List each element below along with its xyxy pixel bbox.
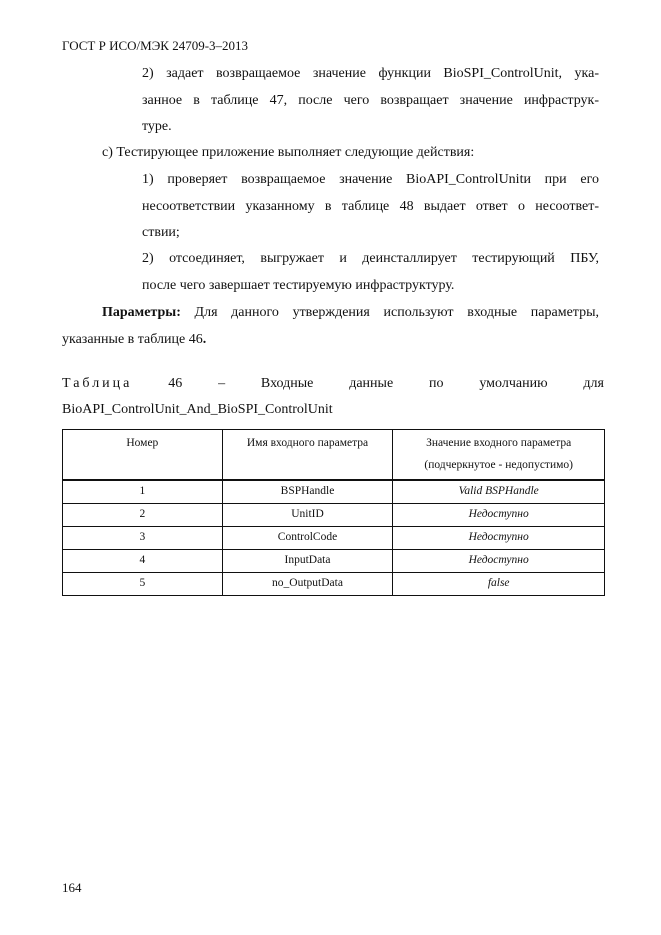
header-param-value-note: (подчеркнутое - недопустимо) (424, 459, 573, 471)
paragraph-c1 (142, 167, 599, 247)
paragraph-line: 2) задает возвращаемое значение функции BioSPI_ControlUnit, ука- (142, 66, 599, 81)
header-param-value-label: Значение входного параметра (426, 437, 572, 449)
cell-param-value: false (393, 573, 605, 596)
header-param-name: Имя входного параметра (222, 430, 393, 481)
paragraph-line: ствии; (142, 225, 180, 240)
parameters-text-2: указанные в таблице 46 (62, 331, 203, 347)
table-row (63, 527, 605, 550)
cell-number: 2 (63, 504, 223, 527)
paragraph-line (62, 300, 599, 327)
paragraph-line: занное в таблице 47, после чего возвращает значение инфраструк- (142, 92, 599, 108)
caption-word: для (583, 376, 604, 391)
caption-word: 46 (168, 376, 183, 391)
cell-param-name: ControlCode (222, 527, 393, 550)
paragraph-c2 (142, 246, 599, 299)
paragraph-c (102, 140, 599, 167)
paragraph-line: 2) отсоединяет, выгружает и деинсталлирует тестирующий ПБУ, (142, 251, 599, 266)
table-row (63, 480, 605, 504)
caption-word: Таблица (62, 376, 133, 391)
parameters-label: Параметры: (102, 305, 181, 320)
paragraph-line: с) Тестирующее приложение выполняет следующие действия: (102, 145, 475, 160)
parameters-text: Для данного утверждения используют входные параметры, (180, 305, 599, 320)
table-caption (62, 376, 604, 392)
paragraph-line (62, 327, 599, 354)
cell-param-name: no_OutputData (222, 573, 393, 596)
caption-word: умолчанию (479, 376, 548, 391)
cell-param-value: Недоступно (393, 504, 605, 527)
cell-number: 5 (63, 573, 223, 596)
table-header-row (63, 430, 605, 481)
paragraph-line: после чего завершает тестируемую инфраструктуру. (142, 277, 455, 293)
table-row (63, 573, 605, 596)
input-parameters-table (62, 429, 605, 596)
cell-param-value: Valid BSPHandle (393, 480, 605, 504)
caption-word: – (218, 376, 226, 391)
cell-number: 4 (63, 550, 223, 573)
cell-param-value: Недоступно (393, 550, 605, 573)
header-number: Номер (63, 430, 223, 481)
paragraph-parameters (62, 300, 599, 353)
paragraph-line: туре. (142, 119, 172, 134)
table-row (63, 550, 605, 573)
page-number: 164 (62, 880, 82, 895)
header-param-value (393, 430, 605, 481)
cell-param-name: InputData (222, 550, 393, 573)
cell-number: 3 (63, 527, 223, 550)
table-row (63, 504, 605, 527)
document-header: ГОСТ Р ИСО/МЭК 24709-3–2013 (62, 38, 249, 53)
paragraph-line: 1) проверяет возвращаемое значение BioAPI_ControlUnitи при его (142, 172, 599, 187)
cell-param-name: BSPHandle (222, 480, 393, 504)
caption-word: данные (349, 376, 394, 391)
cell-param-value: Недоступно (393, 527, 605, 550)
paragraph-line: несоответствии указанному в таблице 48 выдает ответ о несоответ- (142, 198, 599, 214)
caption-word: Входные (260, 376, 314, 391)
paragraph-b2 (142, 61, 599, 141)
table-caption-line2: BioAPI_ControlUnit_And_BioSPI_ControlUnit (62, 402, 333, 417)
cell-param-name: UnitID (222, 504, 393, 527)
caption-word: по (429, 376, 444, 391)
parameters-dot: . (202, 331, 207, 347)
cell-number: 1 (63, 480, 223, 504)
